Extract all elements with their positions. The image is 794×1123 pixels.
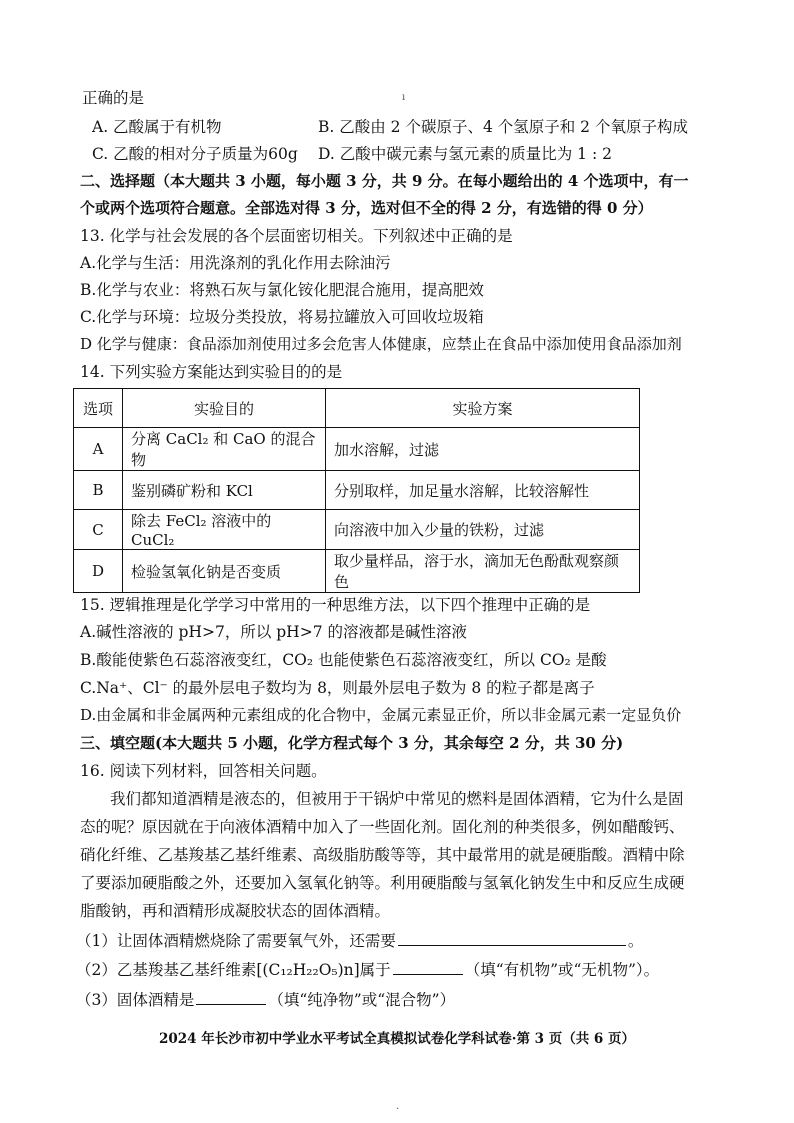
answer-blank[interactable] [196, 990, 266, 1005]
table-cell: 分离 CaCl₂ 和 CaO 的混合物 [123, 428, 326, 471]
q14-stem: 14. 下列实验方案能达到实验目的的是 [80, 363, 343, 381]
q15-option-d: D.由金属和非金属两种元素组成的化合物中，金属元素显正价，所以非金属元素一定显负价 [80, 706, 682, 724]
q16-sub3-prefix: （3）固体酒精是 [76, 991, 195, 1009]
q12-option-d: D. 乙酸中碳元素与氢元素的质量比为 1 : 2 [318, 145, 612, 163]
scan-mark: ı [402, 92, 406, 103]
q15-option-a: A.碱性溶液的 pH>7，所以 pH>7 的溶液都是碱性溶液 [80, 623, 467, 641]
answer-blank[interactable] [398, 931, 626, 946]
table-cell: C [74, 510, 123, 550]
scan-mark: · [396, 1104, 400, 1115]
q16-sub3 [76, 990, 455, 1010]
table-cell: 除去 FeCl₂ 溶液中的 CuCl₂ [123, 510, 326, 550]
q16-paragraph-line: 硝化纤维、乙基羧基乙基纤维素、高级脂肪酸等等，其中最常用的就是硬脂酸。酒精中除 [80, 846, 685, 864]
table-cell: 分别取样，加足量水溶解，比较溶解性 [326, 471, 640, 510]
q16-sub1-prefix: （1）让固体酒精燃烧除了需要氧气外，还需要 [76, 932, 396, 950]
table-row [74, 471, 640, 510]
q16-sub2 [76, 960, 659, 980]
table-cell: 取少量样品，溶于水，滴加无色酚酞观察颜色 [326, 550, 640, 593]
q16-stem: 16. 阅读下列材料，回答相关问题。 [80, 762, 327, 780]
q13-option-a: A.化学与生活：用洗涤剂的乳化作用去除油污 [80, 254, 391, 272]
q16-sub1 [76, 931, 643, 951]
table-cell: B [74, 471, 123, 510]
experiment-table [73, 388, 640, 593]
section3-heading: 三、填空题(本大题共 5 小题，化学方程式每个 3 分，其余每空 2 分，共 30 分) [80, 734, 624, 752]
table-cell: 向溶液中加入少量的铁粉，过滤 [326, 510, 640, 550]
q13-option-b: B.化学与农业：将熟石灰与氯化铵化肥混合施用，提高肥效 [80, 281, 484, 299]
table-cell: 检验氢氧化钠是否变质 [123, 550, 326, 593]
table-cell: 加水溶解，过滤 [326, 428, 640, 471]
table-header-row [74, 389, 640, 428]
q16-paragraph-line: 了要添加硬脂酸之外，还要加入氢氧化钠等。利用硬脂酸与氢氧化钠发生中和反应生成硬 [80, 874, 685, 892]
q16-sub1-suffix: 。 [627, 932, 644, 950]
q16-paragraph-line: 态的呢？原因就在于向液体酒精中加入了一些固化剂。固化剂的种类很多，例如醋酸钙、 [80, 818, 685, 836]
table-header-cell: 实验目的 [123, 389, 326, 428]
q13-option-d: D 化学与健康：食品添加剂使用过多会危害人体健康，应禁止在食品中添加使用食品添加剂 [80, 335, 682, 353]
section2-heading-line1: 二、选择题（本大题共 3 小题，每小题 3 分，共 9 分。在每小题给出的 4 个选项中，有一 [80, 172, 689, 190]
table-row [74, 550, 640, 593]
q15-option-c: C.Na⁺、Cl⁻ 的最外层电子数均为 8，则最外层电子数为 8 的粒子都是离子 [80, 679, 595, 697]
table-row [74, 510, 640, 550]
q12-stem-end: 正确的是 [82, 89, 145, 107]
q16-sub2-suffix: （填“有机物”或“无机物”）。 [464, 961, 660, 979]
q16-sub2-prefix: （2）乙基羧基乙基纤维素[(C₁₂H₂₂O₅)n]属于 [76, 961, 391, 979]
q15-stem: 15. 逻辑推理是化学学习中常用的一种思维方法，以下四个推理中正确的是 [80, 596, 591, 614]
q13-stem: 13. 化学与社会发展的各个层面密切相关。下列叙述中正确的是 [80, 227, 513, 245]
answer-blank[interactable] [393, 960, 463, 975]
q12-option-b: B. 乙酸由 2 个碳原子、4 个氢原子和 2 个氧原子构成 [318, 118, 688, 136]
table-header-cell: 选项 [74, 389, 123, 428]
table-cell: D [74, 550, 123, 593]
q13-option-c: C.化学与环境：垃圾分类投放，将易拉罐放入可回收垃圾箱 [80, 308, 484, 326]
table-row [74, 428, 640, 471]
q16-paragraph-line: 我们都知道酒精是液态的，但被用于干锅炉中常见的燃料是固体酒精，它为什么是固 [110, 790, 684, 808]
q16-paragraph-line: 脂酸钠，再和酒精形成凝胶状态的固体酒精。 [80, 902, 391, 920]
page-footer: 2024 年长沙市初中学业水平考试全真模拟试卷化学科试卷·第 3 页（共 6 页） [158, 1031, 636, 1047]
table-cell: 鉴别磷矿粉和 KCl [123, 471, 326, 510]
section2-heading-line2: 个或两个选项符合题意。全部选对得 3 分，选对但不全的得 2 分，有选错的得 0 分） [80, 199, 653, 217]
q12-option-a: A. 乙酸属于有机物 [92, 118, 222, 136]
table-header-cell: 实验方案 [326, 389, 640, 428]
table-cell: A [74, 428, 123, 471]
q15-option-b: B.酸能使紫色石蕊溶液变红，CO₂ 也能使紫色石蕊溶液变红，所以 CO₂ 是酸 [80, 651, 607, 669]
q12-option-c: C. 乙酸的相对分子质量为60g [92, 145, 298, 163]
q16-sub3-suffix: （填“纯净物”或“混合物”） [268, 991, 456, 1009]
